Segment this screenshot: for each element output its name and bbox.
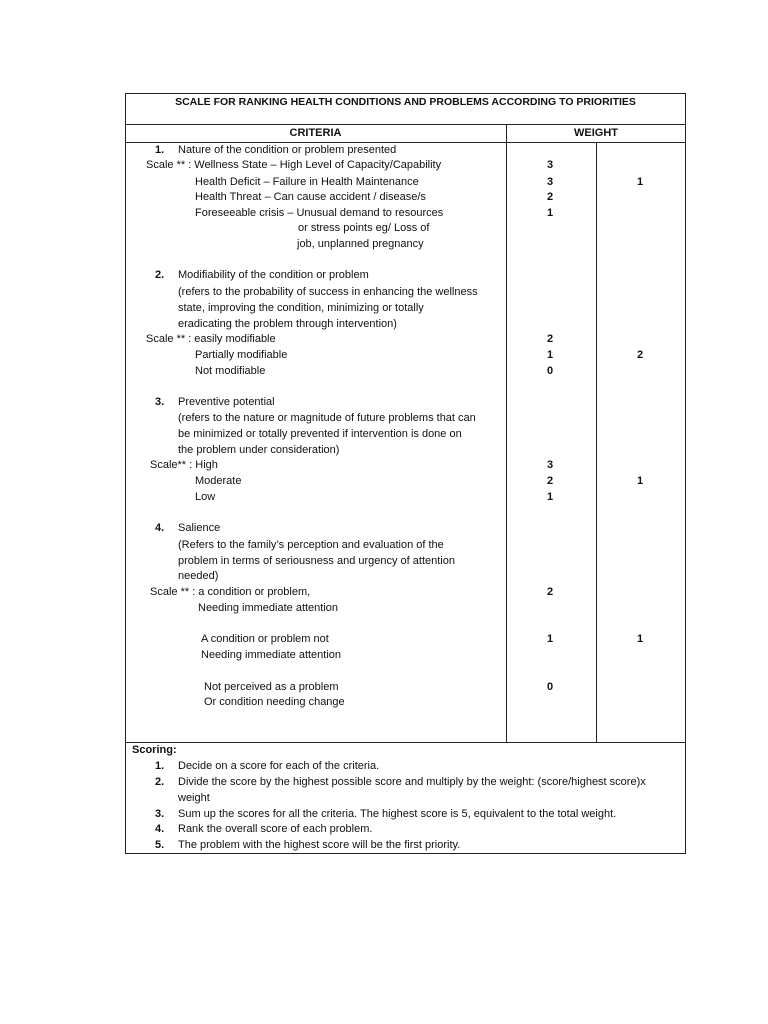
criteria-weight-divider <box>506 124 507 743</box>
scoring-item-4-text: Rank the overall score of each problem. <box>178 823 373 835</box>
criterion-3-score-3: 1 <box>547 491 554 503</box>
scoring-item-2-number: 2. <box>155 776 165 788</box>
criterion-1-line-6: job, unplanned pregnancy <box>297 238 424 250</box>
criterion-2-desc-1: (refers to the probability of success in enhancing the wellness <box>178 286 478 298</box>
criterion-3-score-1: 3 <box>547 459 554 471</box>
scoring-item-2-continuation: weight <box>178 792 210 804</box>
scoring-label: Scoring: <box>132 744 177 756</box>
criterion-4-line-4: Needing immediate attention <box>201 649 342 661</box>
criterion-2-score-2: 1 <box>547 349 554 361</box>
criterion-3-title: Preventive potential <box>178 396 275 408</box>
criterion-3-score-2: 2 <box>547 475 554 487</box>
criterion-4-score-2: 1 <box>547 633 554 645</box>
criterion-4-title: Salience <box>178 522 221 534</box>
weight-header: WEIGHT <box>574 127 618 139</box>
scoring-item-5-number: 5. <box>155 839 165 851</box>
criterion-2-score-1: 2 <box>547 333 554 345</box>
border-bottom <box>125 853 686 854</box>
criterion-4-line-2: Needing immediate attention <box>198 602 339 614</box>
criterion-1-score-1: 3 <box>547 159 554 171</box>
criterion-2-desc-2: state, improving the condition, minimizing or totally <box>178 302 424 314</box>
border-left <box>125 93 126 854</box>
scoring-item-2-text: Divide the score by the highest possible score and multiply by the weight: (score/highest score)x <box>178 776 646 788</box>
scoring-item-1-number: 1. <box>155 760 165 772</box>
criterion-2-scale: Scale ** : easily modifiable <box>146 333 276 345</box>
criterion-1-line-3: Health Threat – Can cause accident / disease/s <box>195 191 426 203</box>
criterion-3-desc-1: (refers to the nature or magnitude of future problems that can <box>178 412 476 424</box>
criterion-1-line-2: Health Deficit – Failure in Health Maintenance <box>195 176 419 188</box>
scoring-item-3-text: Sum up the scores for all the criteria. The highest score is 5, equivalent to the total weight. <box>178 808 617 820</box>
criterion-3-scale: Scale** : High <box>150 459 218 471</box>
criterion-3-line-2: Moderate <box>195 475 242 487</box>
criterion-1-score-4: 1 <box>547 207 554 219</box>
criterion-2-line-3: Not modifiable <box>195 365 266 377</box>
criteria-header: CRITERIA <box>289 127 342 139</box>
criterion-1-scale: Scale ** : Wellness State – High Level of Capacity/Capability <box>146 159 442 171</box>
criterion-1-line-5: or stress points eg/ Loss of <box>298 222 430 234</box>
criterion-2-title: Modifiability of the condition or problem <box>178 269 369 281</box>
title-divider <box>125 124 686 125</box>
criterion-4-desc-1: (Refers to the family’s perception and evaluation of the <box>178 539 444 551</box>
scoring-item-3-number: 3. <box>155 808 165 820</box>
criterion-1-score-3: 2 <box>547 191 554 203</box>
criterion-1-weight: 1 <box>637 176 644 188</box>
criterion-3-desc-3: the problem under consideration) <box>178 444 340 456</box>
criterion-4-line-6: Or condition needing change <box>204 696 345 708</box>
score-weight-divider <box>596 142 597 743</box>
criterion-4-weight: 1 <box>637 633 644 645</box>
scoring-item-1-text: Decide on a score for each of the criteria. <box>178 760 380 772</box>
criterion-2-number: 2. <box>155 269 165 281</box>
criterion-2-desc-3: eradicating the problem through intervention) <box>178 318 397 330</box>
criterion-1-line-4: Foreseeable crisis – Unusual demand to resources <box>195 207 444 219</box>
criterion-3-desc-2: be minimized or totally prevented if intervention is done on <box>178 428 462 440</box>
criterion-4-line-5: Not perceived as a problem <box>204 681 339 693</box>
criterion-4-desc-3: needed) <box>178 570 219 582</box>
border-right <box>685 93 686 854</box>
table-title: SCALE FOR RANKING HEALTH CONDITIONS AND PROBLEMS ACCORDING TO PRIORITIES <box>175 96 636 108</box>
criterion-4-score-3: 0 <box>547 681 554 693</box>
scoring-item-4-number: 4. <box>155 823 165 835</box>
criterion-4-desc-2: problem in terms of seriousness and urgency of attention <box>178 555 455 567</box>
criterion-3-line-3: Low <box>195 491 216 503</box>
criterion-4-scale: Scale ** : a condition or problem, <box>150 586 311 598</box>
criterion-4-line-3: A condition or problem not <box>201 633 329 645</box>
criterion-1-number: 1. <box>155 144 165 156</box>
criterion-4-number: 4. <box>155 522 165 534</box>
criterion-1-title: Nature of the condition or problem presented <box>178 144 397 156</box>
criterion-3-number: 3. <box>155 396 165 408</box>
criterion-2-weight: 2 <box>637 349 644 361</box>
criterion-2-line-2: Partially modifiable <box>195 349 288 361</box>
border-top <box>125 93 686 94</box>
criterion-4-score-1: 2 <box>547 586 554 598</box>
criterion-1-score-2: 3 <box>547 176 554 188</box>
criterion-2-score-3: 0 <box>547 365 554 377</box>
scoring-divider <box>125 742 686 743</box>
scoring-item-5-text: The problem with the highest score will be the first priority. <box>178 839 461 851</box>
criterion-3-weight: 1 <box>637 475 644 487</box>
